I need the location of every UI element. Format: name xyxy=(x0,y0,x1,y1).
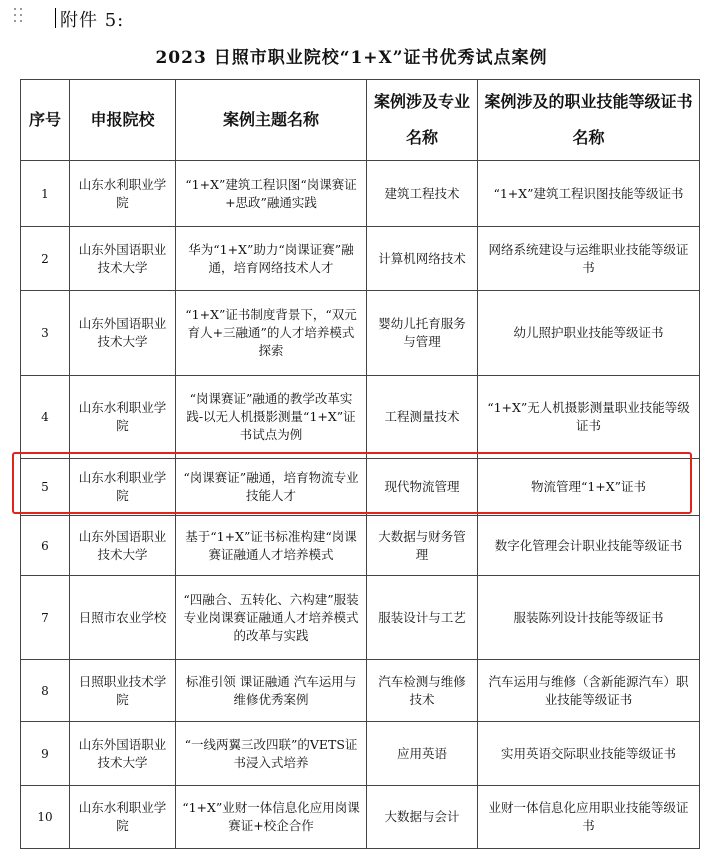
cell-no: 2 xyxy=(21,227,70,291)
table-row xyxy=(21,722,700,786)
header-topic: 案例主题名称 xyxy=(176,80,367,161)
cell-school: 山东水利职业学院 xyxy=(70,161,176,227)
cell-school: 山东水利职业学院 xyxy=(70,459,176,516)
cell-topic: “1+X”业财一体信息化应用岗课赛证+校企合作 xyxy=(176,786,367,849)
highlight-box xyxy=(12,452,692,514)
cell-topic: “1+X”证书制度背景下，“双元育人+三融通”的人才培养模式探索 xyxy=(176,291,367,376)
table-row xyxy=(21,516,700,576)
cell-topic: 基于“1+X”证书标准构建“岗课赛证融通人才培养模式 xyxy=(176,516,367,576)
cell-topic: “岗课赛证”融通，培育物流专业技能人才 xyxy=(176,459,367,516)
cell-major: 大数据与财务管理 xyxy=(367,516,478,576)
cell-cert: 数字化管理会计职业技能等级证书 xyxy=(478,516,700,576)
cell-no: 9 xyxy=(21,722,70,786)
cell-school: 日照职业技术学院 xyxy=(70,660,176,722)
table-row xyxy=(21,227,700,291)
header-major: 案例涉及专业名称 xyxy=(367,80,478,161)
cell-cert: 汽车运用与维修（含新能源汽车）职业技能等级证书 xyxy=(478,660,700,722)
cell-cert: “1+X”无人机摄影测量职业技能等级证书 xyxy=(478,376,700,459)
cell-topic: “1+X”建筑工程识图“岗课赛证+思政”融通实践 xyxy=(176,161,367,227)
header-school: 申报院校 xyxy=(70,80,176,161)
cell-cert: 幼儿照护职业技能等级证书 xyxy=(478,291,700,376)
cell-school: 日照市农业学校 xyxy=(70,576,176,660)
cell-cert: 实用英语交际职业技能等级证书 xyxy=(478,722,700,786)
cell-no: 5 xyxy=(21,459,70,516)
cell-major: 汽车检测与维修技术 xyxy=(367,660,478,722)
document-title: 2023 日照市职业院校“1+X”证书优秀试点案例 xyxy=(155,48,548,68)
cell-major: 婴幼儿托育服务与管理 xyxy=(367,291,478,376)
cell-no: 8 xyxy=(21,660,70,722)
cell-topic: “一线两翼三改四联”的VETS证书浸入式培养 xyxy=(176,722,367,786)
cell-no: 6 xyxy=(21,516,70,576)
table-row xyxy=(21,291,700,376)
cell-no: 4 xyxy=(21,376,70,459)
cell-major: 现代物流管理 xyxy=(367,459,478,516)
cell-school: 山东水利职业学院 xyxy=(70,376,176,459)
text-cursor xyxy=(55,8,56,28)
cell-major: 大数据与会计 xyxy=(367,786,478,849)
table-row xyxy=(21,576,700,660)
cell-cert: 服装陈列设计技能等级证书 xyxy=(478,576,700,660)
header-cert: 案例涉及的职业技能等级证书名称 xyxy=(478,80,700,161)
cell-school: 山东外国语职业技术大学 xyxy=(70,291,176,376)
cell-major: 应用英语 xyxy=(367,722,478,786)
cell-cert: 业财一体信息化应用职业技能等级证书 xyxy=(478,786,700,849)
drag-handle-icon[interactable] xyxy=(14,8,26,24)
table-header-row xyxy=(21,80,700,161)
cell-major: 工程测量技术 xyxy=(367,376,478,459)
cell-cert: 网络系统建设与运维职业技能等级证书 xyxy=(478,227,700,291)
cell-school: 山东水利职业学院 xyxy=(70,786,176,849)
cell-no: 7 xyxy=(21,576,70,660)
attachment-label: 附件 5: xyxy=(60,10,125,31)
cell-no: 3 xyxy=(21,291,70,376)
cell-topic: “四融合、五转化、六构建”服装专业岗课赛证融通人才培养模式的改革与实践 xyxy=(176,576,367,660)
table-row xyxy=(21,376,700,459)
cell-topic: 华为“1+X”助力“岗课证赛”融通，培育网络技术人才 xyxy=(176,227,367,291)
cell-no: 1 xyxy=(21,161,70,227)
cell-cert: 物流管理“1+X”证书 xyxy=(478,459,700,516)
cell-school: 山东外国语职业技术大学 xyxy=(70,516,176,576)
cell-school: 山东外国语职业技术大学 xyxy=(70,227,176,291)
cell-major: 服装设计与工艺 xyxy=(367,576,478,660)
cell-major: 建筑工程技术 xyxy=(367,161,478,227)
table-row xyxy=(21,786,700,849)
cell-major: 计算机网络技术 xyxy=(367,227,478,291)
header-no: 序号 xyxy=(21,80,70,161)
cell-no: 10 xyxy=(21,786,70,849)
table-row xyxy=(21,660,700,722)
cell-topic: 标准引领 课证融通 汽车运用与维修优秀案例 xyxy=(176,660,367,722)
cell-school: 山东外国语职业技术大学 xyxy=(70,722,176,786)
cell-topic: “岗课赛证”融通的教学改革实践-以无人机摄影测量“1+X”证书试点为例 xyxy=(176,376,367,459)
table-row xyxy=(21,161,700,227)
cell-cert: “1+X”建筑工程识图技能等级证书 xyxy=(478,161,700,227)
